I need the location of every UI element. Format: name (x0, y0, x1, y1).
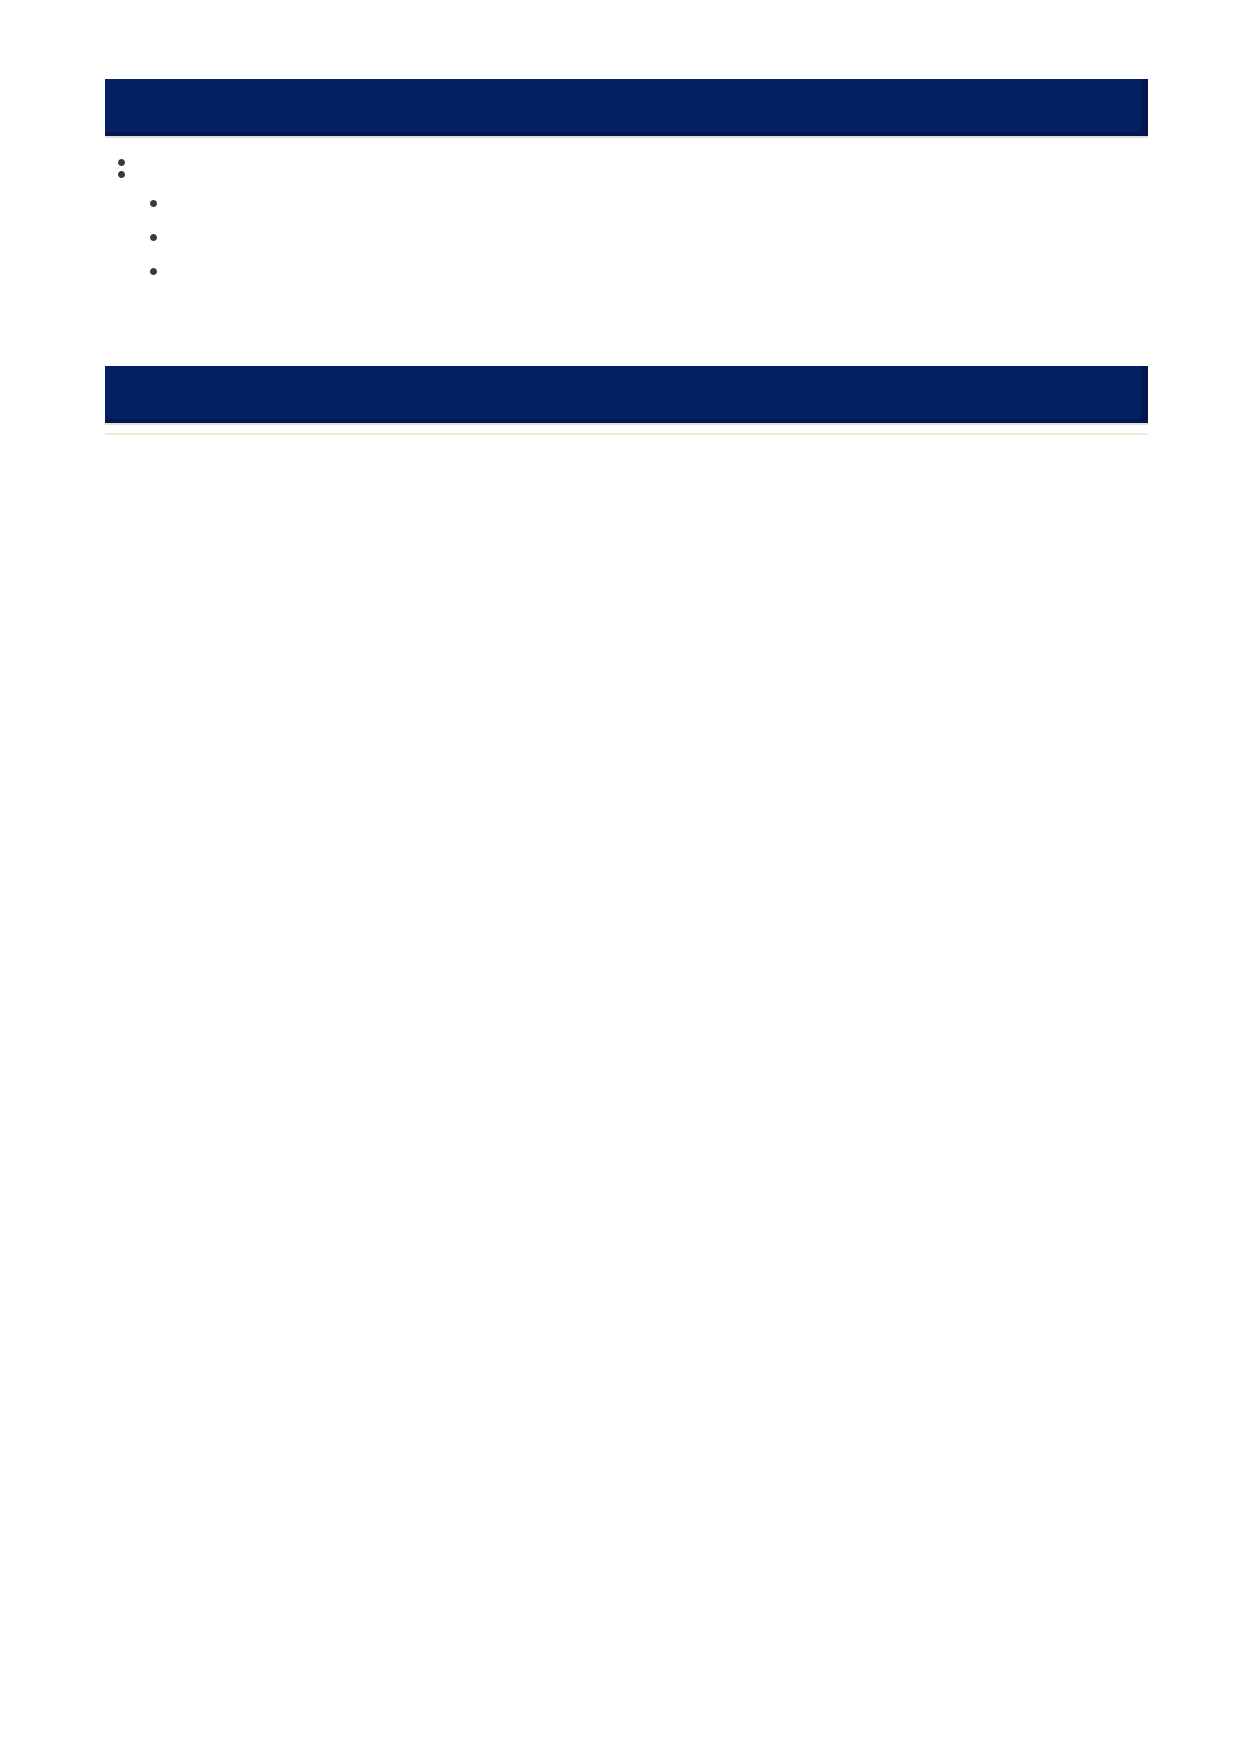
service-dates-list (105, 163, 1148, 182)
schedule-value (660, 272, 980, 306)
schedule-value (660, 204, 980, 238)
schedule-list (105, 204, 1148, 306)
date-value (660, 163, 980, 170)
list-item (105, 238, 1148, 272)
bullet-icon (118, 159, 125, 166)
bullet-icon (150, 268, 157, 275)
divider-line (105, 433, 1148, 435)
bullet-icon (150, 234, 157, 241)
list-item (105, 204, 1148, 238)
bullet-icon (150, 200, 157, 207)
list-item (105, 163, 1148, 170)
bullet-icon (118, 171, 125, 178)
section-header-calendario (105, 79, 1148, 136)
section-header-normas (105, 366, 1148, 423)
list-item (105, 272, 1148, 306)
schedule-value (660, 238, 980, 272)
rules-list (105, 501, 1148, 696)
list-item (105, 175, 1148, 182)
